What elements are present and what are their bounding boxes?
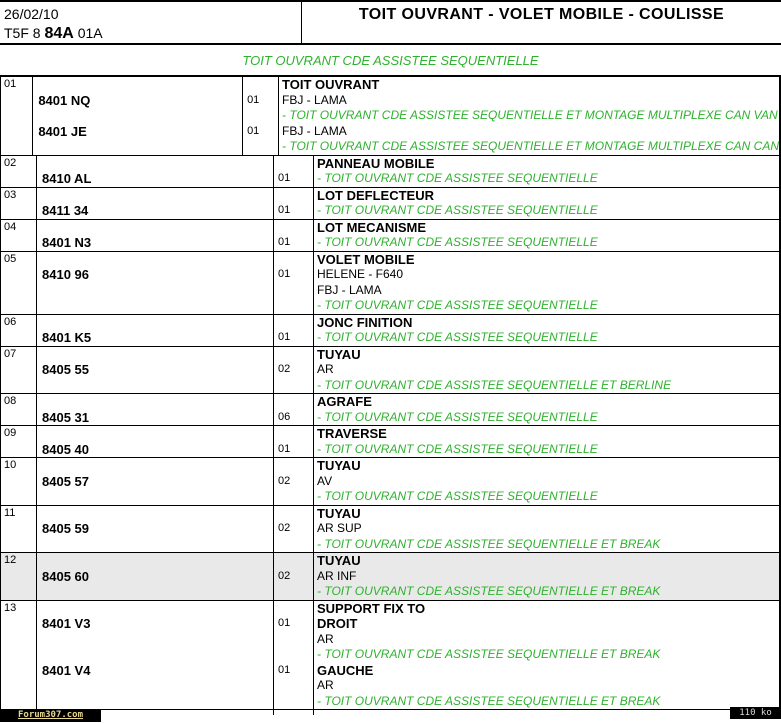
part-detail: AR INF bbox=[317, 568, 357, 583]
quantity-cell bbox=[243, 77, 279, 155]
part-code: 8401 N3 bbox=[42, 235, 92, 250]
part-code-spacer bbox=[33, 108, 242, 124]
file-size-badge: 110 ko bbox=[730, 707, 781, 719]
quantity-value: 01 bbox=[247, 93, 260, 106]
part-code-cell bbox=[37, 252, 274, 314]
quantity-spacer bbox=[278, 584, 313, 600]
table-row bbox=[1, 601, 779, 711]
part-detail: AV bbox=[317, 473, 333, 488]
row-index: 11 bbox=[4, 506, 16, 519]
row-index-cell bbox=[1, 220, 37, 251]
description-cell bbox=[314, 156, 779, 187]
quantity-value: 01 bbox=[278, 617, 291, 629]
row-index: 10 bbox=[4, 459, 17, 471]
page-header bbox=[0, 0, 781, 45]
applicability-note: - TOIT OUVRANT CDE ASSISTEE SEQUENTIELLE ET BREAK bbox=[317, 536, 661, 551]
page-title: TOIT OUVRANT - VOLET MOBILE - COULISSE bbox=[358, 6, 725, 23]
quantity-spacer bbox=[278, 220, 313, 236]
part-code-spacer bbox=[37, 553, 273, 569]
part-code-cell bbox=[37, 156, 274, 187]
description-cell bbox=[314, 426, 779, 457]
row-index-cell bbox=[1, 601, 37, 710]
applicability-note: - TOIT OUVRANT CDE ASSISTEE SEQUENTIELLE ET BREAK bbox=[317, 584, 661, 598]
reference-prefix: T5F 8 bbox=[4, 25, 45, 41]
part-detail: AR bbox=[317, 631, 334, 646]
quantity-cell bbox=[274, 506, 314, 553]
quantity-value: 01 bbox=[278, 172, 291, 184]
row-index: 01 bbox=[4, 78, 17, 90]
row-index-cell bbox=[1, 506, 37, 553]
table-row bbox=[1, 553, 779, 601]
row-index: 12 bbox=[4, 554, 17, 566]
quantity-spacer bbox=[278, 426, 313, 442]
row-index: 07 bbox=[4, 347, 17, 360]
part-detail: FBJ - LAMA bbox=[317, 282, 382, 297]
quantity-spacer bbox=[278, 458, 313, 474]
part-code: 8405 40 bbox=[42, 441, 89, 457]
quantity-value: 02 bbox=[278, 522, 291, 534]
part-title: LOT DEFLECTEUR bbox=[317, 187, 434, 203]
quantity-cell bbox=[274, 252, 314, 314]
description-cell bbox=[314, 710, 779, 715]
row-index-cell bbox=[1, 77, 33, 155]
quantity-spacer bbox=[247, 108, 278, 124]
row-index-cell bbox=[1, 553, 37, 600]
quantity-cell bbox=[274, 156, 314, 187]
part-code-spacer bbox=[37, 252, 273, 268]
part-code-spacer bbox=[33, 77, 242, 93]
part-code-cell bbox=[37, 426, 274, 457]
part-title: GAUCHE bbox=[317, 662, 374, 678]
description-cell bbox=[314, 506, 779, 553]
quantity-value: 01 bbox=[278, 331, 291, 343]
table-row bbox=[1, 506, 779, 554]
part-detail: FBJ - LAMA bbox=[282, 123, 347, 138]
part-code: 8405 59 bbox=[42, 521, 89, 536]
applicability-note: - TOIT OUVRANT CDE ASSISTEE SEQUENTIELLE ET BREAK bbox=[317, 693, 661, 708]
applicability-note: - TOIT OUVRANT CDE ASSISTEE SEQUENTIELLE bbox=[317, 298, 598, 312]
table-row bbox=[1, 188, 779, 220]
part-detail: AR SUP bbox=[317, 521, 362, 535]
part-title: TUYAU bbox=[317, 553, 361, 568]
table-row-partial bbox=[1, 710, 779, 715]
quantity-spacer bbox=[278, 694, 313, 710]
row-index: 04 bbox=[4, 220, 17, 233]
table-row bbox=[1, 347, 779, 395]
quantity-value: 02 bbox=[278, 363, 291, 375]
quantity-value: 01 bbox=[278, 236, 291, 248]
row-index-cell bbox=[1, 156, 37, 187]
quantity-cell bbox=[274, 347, 314, 394]
applicability-note: - TOIT OUVRANT CDE ASSISTEE SEQUENTIELLE ET BERLINE bbox=[317, 377, 672, 392]
quantity-spacer bbox=[278, 394, 313, 410]
part-code: 8410 96 bbox=[42, 267, 89, 282]
part-title: DROIT bbox=[317, 616, 358, 631]
table-row bbox=[1, 77, 779, 156]
quantity-spacer bbox=[278, 647, 313, 663]
part-code: 8405 60 bbox=[42, 568, 89, 584]
part-title: TRAVERSE bbox=[317, 426, 387, 441]
quantity-cell bbox=[274, 458, 314, 505]
part-title: SUPPORT FIX TO bbox=[317, 600, 426, 616]
parts-table bbox=[0, 75, 781, 715]
applicability-note: - TOIT OUVRANT CDE ASSISTEE SEQUENTIELLE bbox=[317, 441, 598, 456]
part-code-spacer bbox=[37, 694, 273, 710]
table-row bbox=[1, 394, 779, 426]
reference-suffix: 01A bbox=[73, 25, 103, 41]
description-cell bbox=[314, 394, 779, 425]
part-code-spacer bbox=[37, 188, 273, 204]
quantity-cell bbox=[274, 220, 314, 251]
quantity-spacer bbox=[278, 315, 313, 331]
quantity-spacer bbox=[247, 77, 278, 93]
quantity-spacer bbox=[278, 537, 313, 553]
applicability-note: - TOIT OUVRANT CDE ASSISTEE SEQUENTIELLE ET BREAK bbox=[317, 647, 661, 661]
quantity-cell bbox=[274, 315, 314, 346]
quantity-value: 06 bbox=[278, 410, 291, 423]
part-code: 8405 57 bbox=[42, 473, 89, 489]
quantity-spacer bbox=[278, 378, 313, 394]
quantity-cell bbox=[274, 394, 314, 425]
part-title: TUYAU bbox=[317, 458, 361, 473]
description-cell bbox=[314, 553, 779, 600]
part-code-spacer bbox=[37, 298, 273, 314]
part-code-spacer bbox=[37, 601, 273, 617]
applicability-note: - TOIT OUVRANT CDE ASSISTEE SEQUENTIELLE ET MONTAGE MULTIPLEXE CAN VAN bbox=[282, 108, 778, 122]
part-code-spacer bbox=[37, 458, 273, 474]
part-detail: AR bbox=[317, 362, 334, 376]
part-code-cell bbox=[37, 601, 274, 710]
part-title: LOT MECANISME bbox=[317, 219, 427, 235]
row-index-cell bbox=[1, 315, 37, 346]
part-code-cell bbox=[37, 394, 274, 425]
part-detail: FBJ - LAMA bbox=[282, 92, 347, 107]
reference-section-code: 84A bbox=[44, 25, 74, 42]
quantity-spacer bbox=[278, 553, 313, 569]
quantity-spacer bbox=[278, 156, 313, 172]
quantity-spacer bbox=[278, 506, 313, 522]
quantity-spacer bbox=[278, 678, 313, 694]
part-code-cell bbox=[37, 458, 274, 505]
part-code: 8401 NQ bbox=[38, 92, 91, 108]
row-index: 02 bbox=[4, 156, 17, 169]
quantity-spacer bbox=[278, 188, 313, 204]
quantity-spacer bbox=[278, 601, 313, 617]
row-index-cell bbox=[1, 252, 37, 314]
part-code-spacer bbox=[37, 537, 273, 553]
description-cell bbox=[279, 77, 779, 155]
part-code-spacer bbox=[37, 632, 273, 648]
row-index-cell bbox=[1, 426, 37, 457]
part-title: TOIT OUVRANT bbox=[282, 77, 380, 92]
part-code-spacer bbox=[37, 489, 273, 505]
document-reference bbox=[4, 24, 301, 43]
quantity-value: 02 bbox=[278, 569, 291, 582]
part-code-cell bbox=[37, 506, 274, 553]
part-code-spacer bbox=[37, 220, 273, 236]
quantity-spacer bbox=[278, 489, 313, 505]
quantity-value: 01 bbox=[278, 204, 291, 216]
document-date: 26/02/10 bbox=[4, 6, 59, 22]
part-title: TUYAU bbox=[317, 346, 361, 362]
row-index: 09 bbox=[4, 427, 17, 439]
part-code-spacer bbox=[37, 394, 273, 410]
part-code: 8411 34 bbox=[42, 203, 89, 218]
part-code-spacer bbox=[37, 378, 273, 394]
row-index-cell bbox=[1, 394, 37, 425]
quantity-cell bbox=[274, 601, 314, 710]
table-row bbox=[1, 426, 779, 458]
row-index-cell bbox=[1, 347, 37, 394]
part-title: TUYAU bbox=[317, 505, 361, 521]
quantity-spacer bbox=[278, 252, 313, 268]
part-code-spacer bbox=[37, 678, 273, 694]
row-index: 06 bbox=[4, 315, 17, 328]
quantity-value: 01 bbox=[278, 268, 291, 280]
quantity-value: 01 bbox=[247, 124, 260, 137]
description-cell bbox=[314, 188, 779, 219]
row-index: 03 bbox=[4, 188, 17, 201]
quantity-spacer bbox=[278, 632, 313, 648]
table-row bbox=[1, 220, 779, 252]
description-cell bbox=[314, 252, 779, 314]
part-code: 8410 AL bbox=[42, 171, 92, 186]
part-detail: AR bbox=[317, 678, 334, 692]
part-code-spacer bbox=[37, 647, 273, 663]
applicability-note: - TOIT OUVRANT CDE ASSISTEE SEQUENTIELLE bbox=[317, 489, 598, 503]
part-code-cell bbox=[37, 553, 274, 600]
quantity-spacer bbox=[247, 139, 278, 155]
part-code: 8401 V4 bbox=[42, 662, 91, 678]
part-code-spacer bbox=[37, 315, 273, 331]
part-code: 8405 31 bbox=[42, 409, 89, 425]
row-index: 13 bbox=[4, 601, 17, 614]
part-code: 8401 JE bbox=[38, 123, 87, 139]
part-title: PANNEAU MOBILE bbox=[317, 155, 435, 171]
part-code-spacer bbox=[37, 426, 273, 442]
description-cell bbox=[314, 458, 779, 505]
part-code-cell bbox=[33, 77, 243, 155]
part-detail: HELENE - F640 bbox=[317, 267, 404, 281]
applicability-note: - TOIT OUVRANT CDE ASSISTEE SEQUENTIELLE bbox=[317, 235, 598, 249]
part-code-cell bbox=[37, 347, 274, 394]
quantity-spacer bbox=[278, 298, 313, 314]
row-index: 08 bbox=[4, 395, 17, 407]
part-code-spacer bbox=[37, 347, 273, 363]
part-title: JONC FINITION bbox=[317, 314, 413, 330]
part-code-spacer bbox=[37, 506, 273, 522]
quantity-spacer bbox=[278, 283, 313, 299]
applicability-note: - TOIT OUVRANT CDE ASSISTEE SEQUENTIELLE bbox=[317, 203, 598, 217]
part-title: VOLET MOBILE bbox=[317, 251, 415, 267]
table-row bbox=[1, 252, 779, 315]
quantity-cell bbox=[274, 710, 314, 715]
applicability-note: - TOIT OUVRANT CDE ASSISTEE SEQUENTIELLE bbox=[317, 171, 598, 185]
quantity-spacer bbox=[278, 347, 313, 363]
row-index-cell bbox=[1, 188, 37, 219]
description-cell bbox=[314, 347, 779, 394]
header-reference-block bbox=[0, 2, 302, 43]
table-row bbox=[1, 458, 779, 506]
quantity-value: 01 bbox=[278, 442, 291, 455]
part-title: AGRAFE bbox=[317, 394, 372, 409]
applicability-note: - TOIT OUVRANT CDE ASSISTEE SEQUENTIELLE bbox=[317, 330, 598, 344]
watermark-badge: Forum307.com bbox=[0, 709, 101, 722]
variant-subtitle: TOIT OUVRANT CDE ASSISTEE SEQUENTIELLE bbox=[242, 53, 539, 68]
part-code: 8405 55 bbox=[42, 362, 89, 377]
row-index: 05 bbox=[4, 252, 17, 265]
part-code-spacer bbox=[33, 139, 242, 155]
applicability-note: - TOIT OUVRANT CDE ASSISTEE SEQUENTIELLE ET MONTAGE MULTIPLEXE CAN CAN bbox=[282, 139, 779, 153]
part-code: 8401 V3 bbox=[42, 616, 91, 631]
part-code-cell bbox=[37, 315, 274, 346]
row-index-cell bbox=[1, 458, 37, 505]
description-cell bbox=[314, 315, 779, 346]
quantity-value: 01 bbox=[278, 663, 291, 676]
part-code: 8401 K5 bbox=[42, 330, 92, 345]
quantity-cell bbox=[274, 188, 314, 219]
quantity-cell bbox=[274, 553, 314, 600]
quantity-cell bbox=[274, 426, 314, 457]
quantity-value: 02 bbox=[278, 474, 291, 487]
part-code-spacer bbox=[37, 584, 273, 600]
part-code-spacer bbox=[37, 283, 273, 299]
table-row bbox=[1, 156, 779, 188]
part-code-spacer bbox=[37, 156, 273, 172]
part-code-cell bbox=[37, 188, 274, 219]
description-cell bbox=[314, 220, 779, 251]
part-code-cell bbox=[37, 220, 274, 251]
table-row bbox=[1, 315, 779, 347]
description-cell bbox=[314, 601, 779, 710]
applicability-note: - TOIT OUVRANT CDE ASSISTEE SEQUENTIELLE bbox=[317, 409, 598, 424]
